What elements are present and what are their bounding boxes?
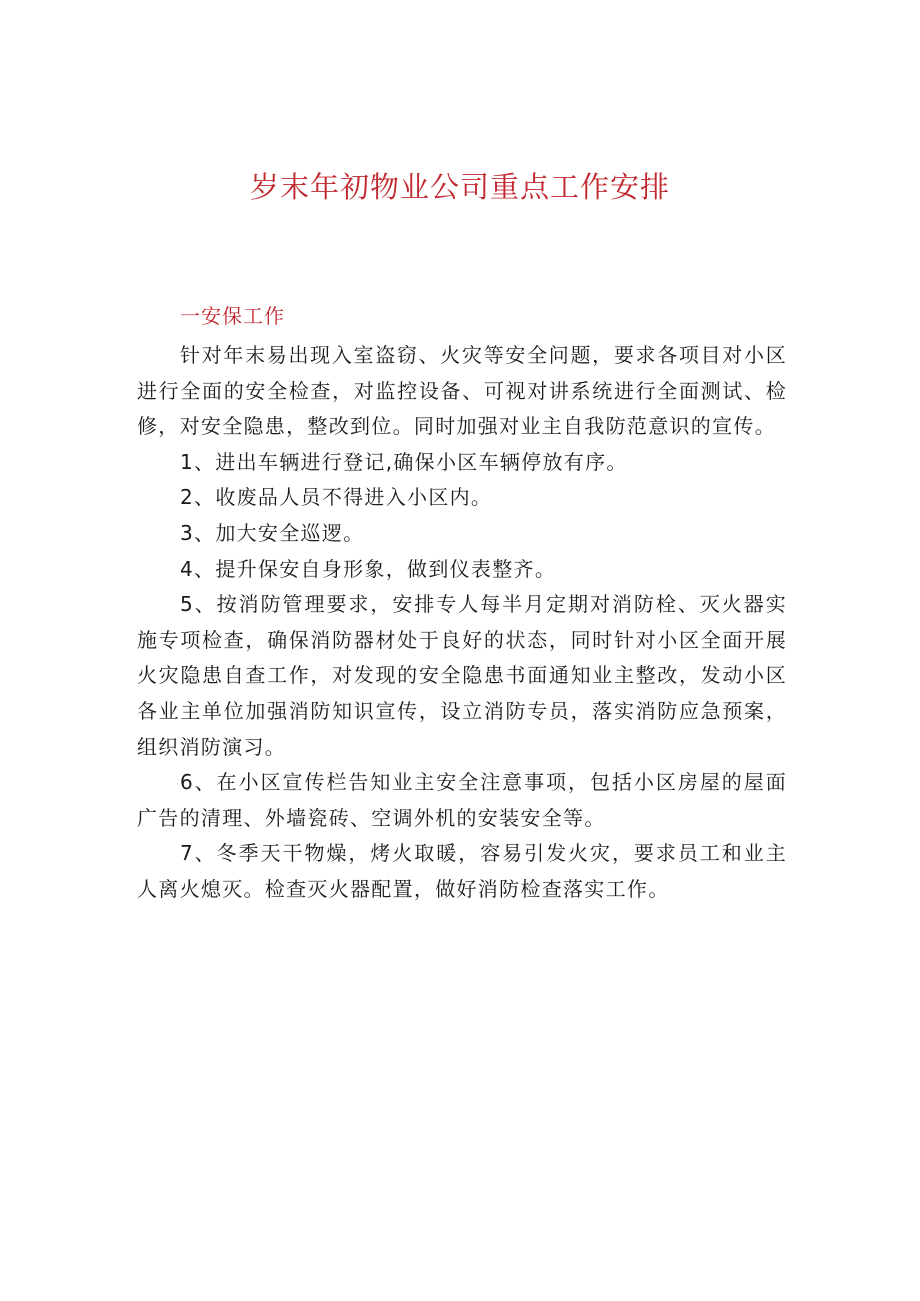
- document-title: 岁末年初物业公司重点工作安排: [249, 170, 670, 204]
- list-item-5: 5、按消防管理要求，安排专人每半月定期对消防栓、灭火器实施专项检查，确保消防器材处于良好的状态，同时针对小区全面开展火灾隐患自查工作，对发现的安全隐患书面通知业主整改，发动小区各业主单位加强消防知识宣传，设立消防专员，落实消防应急预案，组织消防演习。: [137, 592, 787, 759]
- section-heading-security: 一安保工作: [180, 304, 285, 328]
- list-item-7: 7、冬季天干物燥，烤火取暖，容易引发火灾，要求员工和业主人离火熄灭。检查灭火器配置，做好消防检查落实工作。: [137, 841, 787, 901]
- list-item-2: 2、收废品人员不得进入小区内。: [180, 485, 493, 510]
- section-body-security: [137, 338, 787, 908]
- list-item-1: 1、进出车辆进行登记,确保小区车辆停放有序。: [180, 449, 628, 474]
- intro-paragraph: 针对年末易出现入室盗窃、火灾等安全问题，要求各项目对小区进行全面的安全检查，对监控设备、可视对讲系统进行全面测试、检修，对安全隐患，整改到位。同时加强对业主自我防范意识的宣传。: [137, 343, 787, 439]
- list-item-3: 3、加大安全巡逻。: [180, 520, 365, 545]
- list-item-6: 6、在小区宣传栏告知业主安全注意事项，包括小区房屋的屋面广告的清理、外墙瓷砖、空调外机的安装安全等。: [137, 770, 787, 830]
- list-item-4: 4、提升保安自身形象，做到仪表整齐。: [180, 556, 557, 581]
